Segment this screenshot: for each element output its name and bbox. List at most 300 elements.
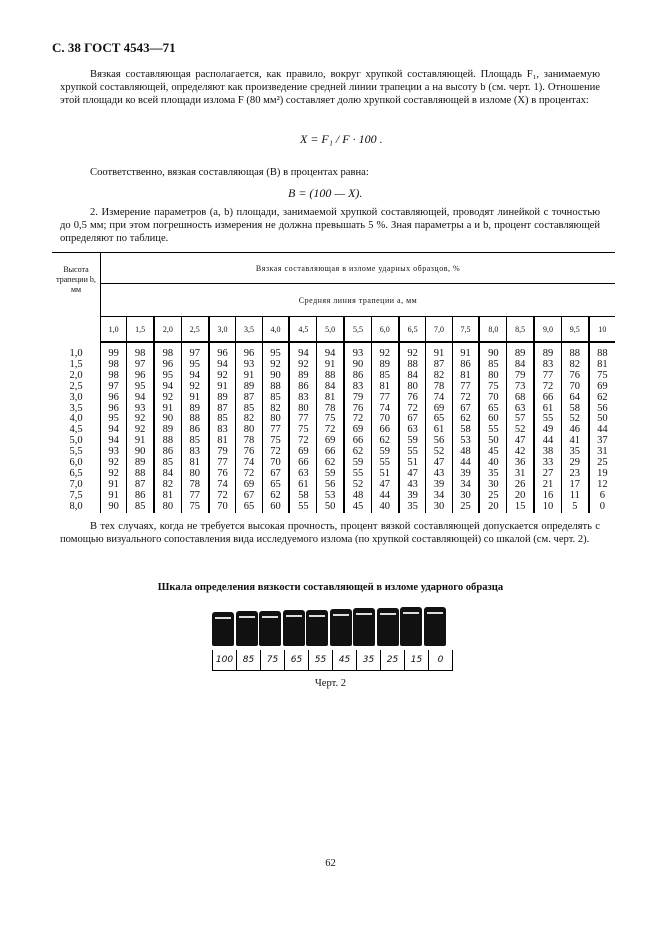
- table-cell: 35: [399, 502, 426, 513]
- table-cell: 65: [426, 414, 452, 425]
- table-cell: 83: [289, 393, 316, 404]
- column-header: 10: [589, 317, 615, 343]
- table-cell: 39: [399, 491, 426, 502]
- table-cell: 88: [154, 436, 181, 447]
- table-cell: 67: [399, 414, 426, 425]
- table-cell: 77: [209, 458, 236, 469]
- scale-label: 75: [261, 650, 285, 670]
- table-cell: 92: [209, 371, 236, 382]
- table-cell: 56: [589, 404, 615, 415]
- column-header: 7,0: [426, 317, 452, 343]
- table-cell: 61: [534, 404, 561, 415]
- sub-header: Средняя линия трапеции a, мм: [101, 284, 616, 317]
- table-cell: 98: [101, 371, 127, 382]
- scale-title: Шкала определения вязкости составляющей в изломе ударного образца: [157, 582, 504, 593]
- table-cell: 86: [181, 425, 208, 436]
- column-header: 9,0: [534, 317, 561, 343]
- table-cell: 70: [479, 393, 506, 404]
- table-cell: 72: [289, 436, 316, 447]
- table-cell: 98: [101, 360, 127, 371]
- table-cell: 89: [289, 371, 316, 382]
- table-cell: 72: [399, 404, 426, 415]
- table-cell: 80: [289, 404, 316, 415]
- table-cell: 92: [399, 342, 426, 360]
- table-cell: 83: [344, 382, 371, 393]
- table-cell: 38: [534, 447, 561, 458]
- scale-label: 45: [333, 650, 357, 670]
- table-cell: 76: [344, 404, 371, 415]
- column-header: 1,0: [101, 317, 127, 343]
- row-label: 4,5: [69, 424, 83, 436]
- table-cell: 92: [101, 469, 127, 480]
- table-cell: 69: [426, 404, 452, 415]
- table-cell: 81: [452, 371, 479, 382]
- column-header: 4,0: [262, 317, 289, 343]
- table-cell: 91: [209, 382, 236, 393]
- table-cell: 91: [317, 360, 344, 371]
- table-cell: 75: [479, 382, 506, 393]
- table-cell: 79: [507, 371, 534, 382]
- column-header: 8,0: [479, 317, 506, 343]
- table-cell: 65: [236, 502, 262, 513]
- table-cell: 66: [344, 436, 371, 447]
- table-cell: 91: [181, 393, 208, 404]
- table-cell: 70: [262, 458, 289, 469]
- table-cell: 63: [507, 404, 534, 415]
- table-cell: 45: [344, 502, 371, 513]
- table-cell: 85: [181, 436, 208, 447]
- table-cell: 94: [101, 425, 127, 436]
- table-cell: 90: [127, 447, 154, 458]
- table-cell: 67: [236, 491, 262, 502]
- table-cell: 47: [426, 458, 452, 469]
- column-header: 5,5: [344, 317, 371, 343]
- table-cell: 39: [452, 469, 479, 480]
- page-header: С. 38 ГОСТ 4543—71: [52, 40, 176, 55]
- table-cell: 85: [479, 360, 506, 371]
- table-cell: 77: [534, 371, 561, 382]
- table-cell: 55: [371, 458, 398, 469]
- table-cell: 43: [426, 469, 452, 480]
- table-cell: 93: [236, 360, 262, 371]
- table-cell: 66: [371, 425, 398, 436]
- table-cell: 76: [399, 393, 426, 404]
- table-cell: 92: [127, 414, 154, 425]
- table-cell: 70: [371, 414, 398, 425]
- table-cell: 89: [209, 393, 236, 404]
- table-cell: 94: [127, 393, 154, 404]
- table-cell: 67: [262, 469, 289, 480]
- table-cell: 31: [507, 469, 534, 480]
- table-cell: 56: [317, 480, 344, 491]
- paragraph-3: [60, 206, 600, 245]
- table-cell: 93: [127, 404, 154, 415]
- table-cell: 72: [344, 414, 371, 425]
- table-cell: 47: [507, 436, 534, 447]
- table-cell: 82: [154, 480, 181, 491]
- table-cell: 47: [371, 480, 398, 491]
- table-cell: 90: [262, 371, 289, 382]
- table-row: [52, 393, 615, 404]
- table-cell: 87: [426, 360, 452, 371]
- top-header: Вязкая составляющая в изломе ударных образцов, %: [101, 253, 616, 284]
- row-label: 3,5: [69, 402, 83, 414]
- table-cell: 86: [452, 360, 479, 371]
- table-cell: 76: [561, 371, 588, 382]
- fracture-sample-block: [377, 608, 399, 646]
- table-cell: 79: [344, 393, 371, 404]
- table-cell: 34: [426, 491, 452, 502]
- table-cell: 25: [589, 458, 615, 469]
- table-cell: 91: [426, 342, 452, 360]
- table-cell: 58: [452, 425, 479, 436]
- row-label: 2,0: [69, 369, 83, 381]
- table-cell: 81: [181, 458, 208, 469]
- table-cell: 57: [507, 414, 534, 425]
- table-cell: 85: [371, 371, 398, 382]
- row-label: 2,5: [69, 380, 83, 392]
- row-label: 8,0: [69, 500, 83, 512]
- fracture-sample-block: [259, 611, 281, 646]
- table-cell: 74: [236, 458, 262, 469]
- formula-x: X = F₁ / F · 100 .: [300, 132, 383, 146]
- table-cell: 81: [371, 382, 398, 393]
- table-cell: 20: [507, 491, 534, 502]
- row-label: 5,5: [69, 446, 83, 458]
- table-cell: 89: [507, 342, 534, 360]
- table-cell: 95: [154, 371, 181, 382]
- table-cell: 75: [181, 502, 208, 513]
- column-header: 9,5: [561, 317, 588, 343]
- table-cell: 84: [317, 382, 344, 393]
- table-cell: 77: [289, 414, 316, 425]
- table-cell: 76: [236, 447, 262, 458]
- table-cell: 86: [344, 371, 371, 382]
- table-cell: 33: [534, 458, 561, 469]
- table-row: [52, 502, 615, 513]
- table-cell: 96: [209, 342, 236, 360]
- table-cell: 69: [317, 436, 344, 447]
- table-cell: 92: [371, 342, 398, 360]
- table-cell: 78: [181, 480, 208, 491]
- paragraph-4: [60, 520, 600, 546]
- table-cell: 55: [289, 502, 316, 513]
- paragraph-1: [60, 68, 600, 107]
- table-cell: 88: [181, 414, 208, 425]
- table-cell: 53: [452, 436, 479, 447]
- table-cell: 11: [561, 491, 588, 502]
- table-cell: 78: [236, 436, 262, 447]
- table-cell: 26: [507, 480, 534, 491]
- scale-label: 55: [309, 650, 333, 670]
- scale-label: 100: [213, 650, 237, 670]
- table-cell: 73: [507, 382, 534, 393]
- row-label: 6,0: [69, 457, 83, 469]
- table-cell: 35: [561, 447, 588, 458]
- table-cell: 78: [426, 382, 452, 393]
- table-cell: 60: [479, 414, 506, 425]
- table-cell: 43: [399, 480, 426, 491]
- row-header: Высота трапеции b, мм: [52, 253, 101, 343]
- table-cell: 75: [317, 414, 344, 425]
- table-cell: 25: [479, 491, 506, 502]
- table-cell: 52: [561, 414, 588, 425]
- table-cell: 66: [289, 458, 316, 469]
- table-cell: 17: [561, 480, 588, 491]
- table-cell: 15: [507, 502, 534, 513]
- table-cell: 69: [289, 447, 316, 458]
- table-cell: 88: [589, 342, 615, 360]
- column-header: 1,5: [127, 317, 154, 343]
- table-cell: 83: [534, 360, 561, 371]
- table-cell: 96: [236, 342, 262, 360]
- table-cell: 80: [262, 414, 289, 425]
- table-cell: 95: [181, 360, 208, 371]
- table-cell: 85: [154, 458, 181, 469]
- table-cell: 76: [209, 469, 236, 480]
- row-label: 1,5: [69, 358, 83, 370]
- fracture-sample-block: [306, 610, 328, 646]
- table-cell: 59: [344, 458, 371, 469]
- table-cell: 84: [154, 469, 181, 480]
- table-cell: 88: [399, 360, 426, 371]
- table-cell: 62: [371, 436, 398, 447]
- table-cell: 62: [317, 458, 344, 469]
- table-cell: 96: [101, 404, 127, 415]
- column-header: 6,5: [399, 317, 426, 343]
- table-cell: 74: [209, 480, 236, 491]
- table-cell: 20: [479, 502, 506, 513]
- table-cell: 97: [101, 382, 127, 393]
- table-cell: 45: [479, 447, 506, 458]
- table-cell: 82: [561, 360, 588, 371]
- table-cell: 93: [344, 342, 371, 360]
- table-cell: 83: [181, 447, 208, 458]
- scale-label: 35: [357, 650, 381, 670]
- table-cell: 94: [317, 342, 344, 360]
- table-cell: 66: [534, 393, 561, 404]
- table-cell: 52: [426, 447, 452, 458]
- table-cell: 84: [507, 360, 534, 371]
- table-cell: 70: [209, 502, 236, 513]
- table-cell: 80: [399, 382, 426, 393]
- scale-label: 65: [285, 650, 309, 670]
- table-cell: 67: [452, 404, 479, 415]
- table-cell: 96: [154, 360, 181, 371]
- column-header: 2,0: [154, 317, 181, 343]
- table-cell: 80: [154, 502, 181, 513]
- fracture-sample-block: [236, 611, 258, 646]
- table-cell: 86: [289, 382, 316, 393]
- table-cell: 89: [127, 458, 154, 469]
- table-cell: 25: [452, 502, 479, 513]
- paragraph-1-text: Вязкая составляющая располагается, как правило, вокруг хрупкой составляющей. Площадь F₁, занимаемую хрупкой составляющей, определяют как произведение средней линии трапеции a на высоту b (см. черт. 1). Отношение этой площади ко всей площади излома F (80 мм²) составляет долю хрупкой составляющей в изломе (X) в процентах:: [60, 69, 600, 106]
- table-cell: 94: [154, 382, 181, 393]
- table-cell: 72: [534, 382, 561, 393]
- table-cell: 91: [127, 436, 154, 447]
- table-cell: 58: [289, 491, 316, 502]
- table-cell: 95: [262, 342, 289, 360]
- table-cell: 94: [101, 436, 127, 447]
- row-label: 4,0: [69, 413, 83, 425]
- table-cell: 72: [317, 425, 344, 436]
- table-cell: 83: [209, 425, 236, 436]
- table-cell: 21: [534, 480, 561, 491]
- table-cell: 88: [262, 382, 289, 393]
- table-cell: 91: [236, 371, 262, 382]
- table-cell: 92: [154, 393, 181, 404]
- row-label: 1,0: [69, 347, 83, 359]
- table-cell: 89: [181, 404, 208, 415]
- table-cell: 92: [181, 382, 208, 393]
- table-cell: 81: [589, 360, 615, 371]
- table-cell: 86: [127, 491, 154, 502]
- table-cell: 70: [561, 382, 588, 393]
- table-cell: 72: [262, 447, 289, 458]
- table-cell: 77: [181, 491, 208, 502]
- table-cell: 55: [479, 425, 506, 436]
- fracture-sample-block: [212, 612, 234, 646]
- table-cell: 44: [589, 425, 615, 436]
- row-label: 5,0: [69, 435, 83, 447]
- table-cell: 82: [426, 371, 452, 382]
- table-cell: 85: [262, 393, 289, 404]
- table-cell: 40: [479, 458, 506, 469]
- table-cell: 44: [534, 436, 561, 447]
- column-header: 8,5: [507, 317, 534, 343]
- table-cell: 86: [154, 447, 181, 458]
- table-cell: 93: [101, 447, 127, 458]
- fracture-sample-block: [353, 608, 375, 646]
- table-cell: 30: [479, 480, 506, 491]
- table-cell: 90: [344, 360, 371, 371]
- table-cell: 82: [236, 414, 262, 425]
- table-cell: 98: [127, 342, 154, 360]
- table-cell: 81: [209, 436, 236, 447]
- fracture-sample-block: [283, 610, 305, 646]
- table-cell: 59: [317, 469, 344, 480]
- table-cell: 55: [344, 469, 371, 480]
- table-cell: 34: [452, 480, 479, 491]
- column-header: 6,0: [371, 317, 398, 343]
- table-cell: 53: [317, 491, 344, 502]
- table-row: [52, 382, 615, 393]
- table-cell: 31: [589, 447, 615, 458]
- scale-label: 25: [381, 650, 405, 670]
- table-cell: 30: [452, 491, 479, 502]
- table-cell: 94: [181, 371, 208, 382]
- table-cell: 90: [101, 502, 127, 513]
- column-header: 7,5: [452, 317, 479, 343]
- table-cell: 80: [181, 469, 208, 480]
- row-label: 3,0: [69, 391, 83, 403]
- table-cell: 74: [426, 393, 452, 404]
- table-cell: 29: [561, 458, 588, 469]
- table-cell: 84: [399, 371, 426, 382]
- table-cell: 72: [236, 469, 262, 480]
- table-cell: 0: [589, 502, 615, 513]
- table-cell: 77: [262, 425, 289, 436]
- paragraph-2: [60, 166, 600, 179]
- table-cell: 51: [399, 458, 426, 469]
- table-cell: 92: [127, 425, 154, 436]
- table-cell: 39: [426, 480, 452, 491]
- scale-label: 15: [405, 650, 429, 670]
- formula-b: B = (100 — X).: [288, 186, 363, 200]
- table-cell: 62: [452, 414, 479, 425]
- table-cell: 56: [426, 436, 452, 447]
- paragraph-3-text: 2. Измерение параметров (a, b) площади, занимаемой хрупкой составляющей, проводят линейкой с точностью до 0,5 мм; при этом погрешность измерения не должна превышать 5 %. Зная параметры a и b, процент составляющей определяют по таблице.: [60, 207, 600, 244]
- table-cell: 97: [181, 342, 208, 360]
- row-label: 6,5: [69, 467, 83, 479]
- table-cell: 48: [452, 447, 479, 458]
- table-cell: 87: [209, 404, 236, 415]
- table-cell: 90: [479, 342, 506, 360]
- table-cell: 96: [127, 371, 154, 382]
- column-header: 4,5: [289, 317, 316, 343]
- table-cell: 42: [507, 447, 534, 458]
- table-cell: 94: [289, 342, 316, 360]
- table-cell: 46: [561, 425, 588, 436]
- table-cell: 50: [317, 502, 344, 513]
- table-cell: 91: [101, 480, 127, 491]
- table-cell: 61: [289, 480, 316, 491]
- table-cell: 97: [127, 360, 154, 371]
- table-cell: 75: [289, 425, 316, 436]
- table-cell: 52: [344, 480, 371, 491]
- table-cell: 40: [371, 502, 398, 513]
- table-cell: 58: [561, 404, 588, 415]
- page-number: 62: [325, 858, 336, 869]
- percent-table: [52, 252, 615, 513]
- table-cell: 91: [101, 491, 127, 502]
- table-cell: 85: [127, 502, 154, 513]
- table-cell: 75: [589, 371, 615, 382]
- table-cell: 82: [262, 404, 289, 415]
- table-row: [52, 342, 615, 360]
- table-cell: 55: [399, 447, 426, 458]
- table-cell: 81: [154, 491, 181, 502]
- table-cell: 92: [101, 458, 127, 469]
- table-cell: 60: [262, 502, 289, 513]
- table-cell: 64: [561, 393, 588, 404]
- table-cell: 95: [101, 414, 127, 425]
- table-cell: 63: [399, 425, 426, 436]
- table-cell: 62: [589, 393, 615, 404]
- table-cell: 62: [262, 491, 289, 502]
- table-cell: 80: [479, 371, 506, 382]
- table-cell: 44: [371, 491, 398, 502]
- table-cell: 50: [479, 436, 506, 447]
- scale-label: 0: [429, 650, 453, 670]
- table-cell: 74: [371, 404, 398, 415]
- table-cell: 89: [371, 360, 398, 371]
- table-cell: 90: [154, 414, 181, 425]
- table-cell: 61: [426, 425, 452, 436]
- table-cell: 94: [209, 360, 236, 371]
- table-cell: 69: [589, 382, 615, 393]
- table-cell: 44: [452, 458, 479, 469]
- table-cell: 87: [127, 480, 154, 491]
- table-cell: 80: [236, 425, 262, 436]
- table-cell: 52: [507, 425, 534, 436]
- fracture-sample-block: [400, 607, 422, 646]
- column-header: 5,0: [317, 317, 344, 343]
- table-cell: 65: [262, 480, 289, 491]
- fracture-sample-block: [330, 609, 352, 646]
- table-cell: 19: [589, 469, 615, 480]
- table-cell: 91: [154, 404, 181, 415]
